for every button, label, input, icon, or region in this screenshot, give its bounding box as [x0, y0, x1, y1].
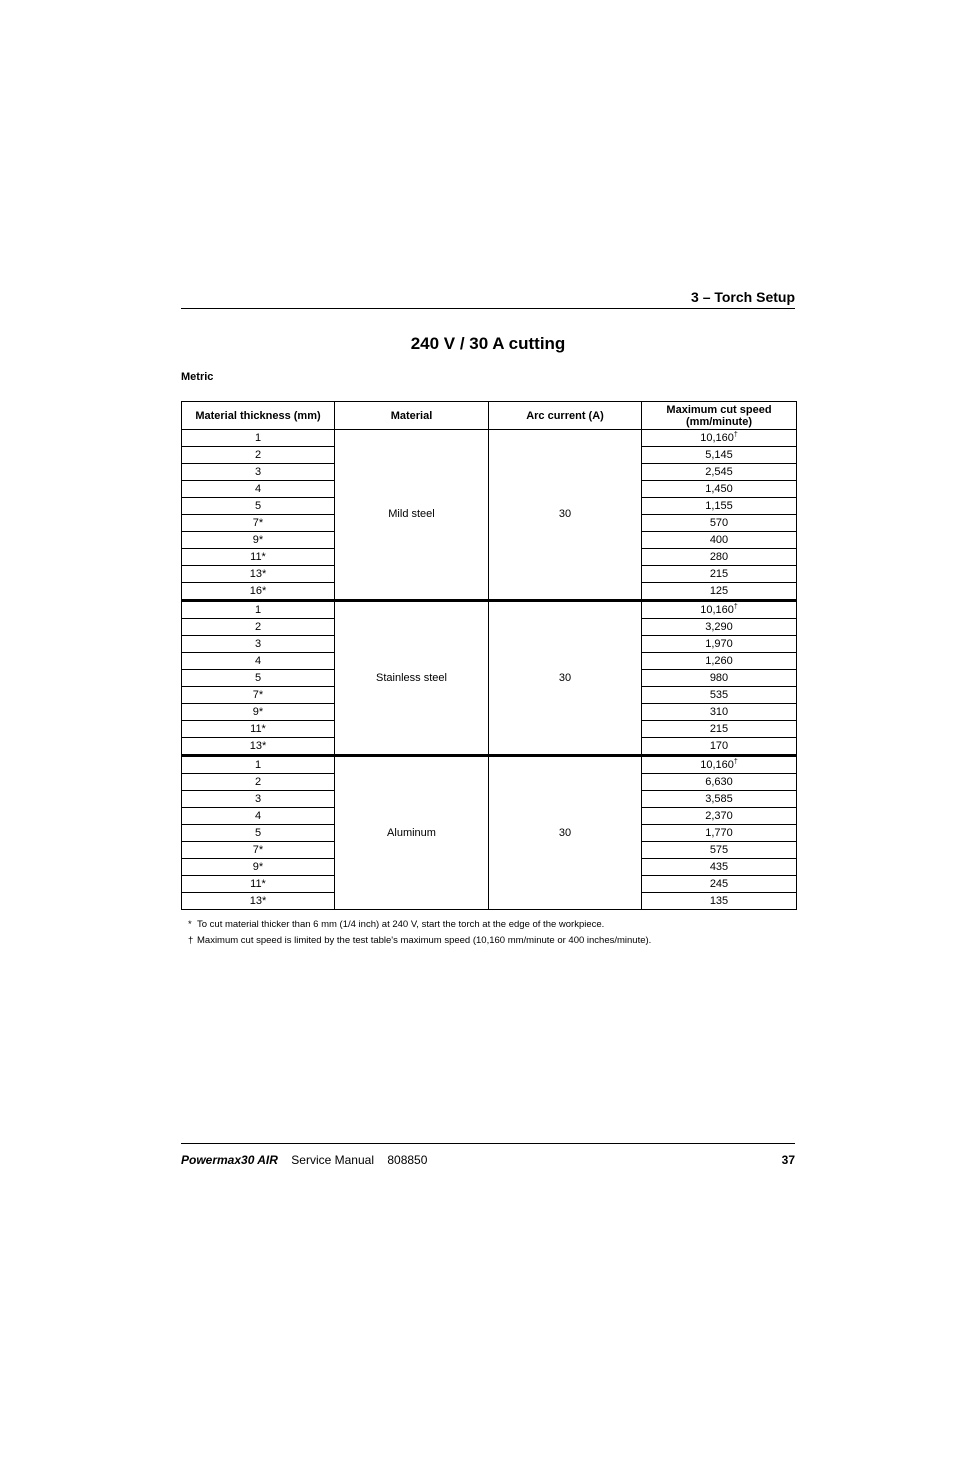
speed-value: 6,630	[705, 775, 733, 788]
cell-material: Aluminum	[335, 756, 489, 910]
footer-document-info	[181, 1153, 427, 1167]
column-header-max-speed: Maximum cut speed (mm/minute)	[642, 402, 797, 430]
dagger-mark: †	[733, 430, 738, 438]
dagger-mark: †	[733, 757, 738, 765]
cell-thickness: 3	[182, 464, 335, 481]
cell-max-speed	[642, 670, 797, 687]
speed-value: 2,545	[705, 465, 733, 478]
cell-thickness: 13*	[182, 566, 335, 583]
cell-thickness: 11*	[182, 549, 335, 566]
footnote-asterisk	[188, 918, 651, 934]
cell-max-speed	[642, 430, 797, 447]
speed-value: 10,160	[700, 431, 734, 444]
cell-max-speed	[642, 549, 797, 566]
speed-value: 3,585	[705, 792, 733, 805]
footnote-text: To cut material thicker than 6 mm (1/4 inch) at 240 V, start the torch at the edge of the workpiece.	[197, 919, 605, 930]
column-header-thickness: Material thickness (mm)	[182, 402, 335, 430]
speed-value: 10,160	[700, 603, 734, 616]
speed-value: 980	[709, 671, 729, 684]
speed-value: 280	[709, 550, 729, 563]
table-header-row	[182, 402, 797, 430]
cell-max-speed	[642, 653, 797, 670]
cell-thickness: 2	[182, 619, 335, 636]
cell-max-speed	[642, 808, 797, 825]
cell-thickness: 11*	[182, 876, 335, 893]
cell-max-speed	[642, 791, 797, 808]
speed-value: 1,970	[705, 637, 733, 650]
table-row	[182, 430, 797, 447]
cell-max-speed	[642, 583, 797, 601]
cell-max-speed	[642, 721, 797, 738]
cell-thickness: 1	[182, 601, 335, 619]
cell-max-speed	[642, 532, 797, 549]
column-header-arc-current: Arc current (A)	[489, 402, 642, 430]
page-number: 37	[781, 1153, 795, 1167]
cell-thickness: 5	[182, 825, 335, 842]
cell-max-speed	[642, 566, 797, 583]
table-row	[182, 601, 797, 619]
cell-arc-current: 30	[489, 756, 642, 910]
speed-value: 1,770	[705, 826, 733, 839]
cell-thickness: 9*	[182, 532, 335, 549]
cell-material: Stainless steel	[335, 601, 489, 756]
cell-max-speed	[642, 859, 797, 876]
speed-value: 215	[709, 567, 729, 580]
column-header-material: Material	[335, 402, 489, 430]
table-body	[182, 430, 797, 910]
speed-value: 215	[709, 722, 729, 735]
speed-value: 10,160	[700, 758, 734, 771]
cell-max-speed	[642, 842, 797, 859]
cell-max-speed	[642, 704, 797, 721]
speed-value: 5,145	[705, 448, 733, 461]
cell-max-speed	[642, 876, 797, 893]
dagger-mark: †	[733, 602, 738, 610]
cell-thickness: 1	[182, 756, 335, 774]
cell-arc-current: 30	[489, 430, 642, 601]
speed-value: 575	[709, 843, 729, 856]
cell-thickness: 5	[182, 670, 335, 687]
cell-max-speed	[642, 738, 797, 756]
footnote-mark: *	[188, 919, 192, 930]
cell-thickness: 2	[182, 447, 335, 464]
cell-max-speed	[642, 447, 797, 464]
chapter-title: 3 – Torch Setup	[691, 289, 795, 305]
cell-thickness: 3	[182, 791, 335, 808]
cell-thickness: 13*	[182, 738, 335, 756]
footnotes	[188, 918, 651, 950]
footer-part-number: 808850	[387, 1153, 428, 1167]
footnote-text: Maximum cut speed is limited by the test table's maximum speed (10,160 mm/minute or 400 inches/minute).	[197, 935, 652, 946]
speed-value: 135	[709, 894, 729, 907]
cell-max-speed	[642, 825, 797, 842]
cell-thickness: 11*	[182, 721, 335, 738]
page-footer	[181, 1143, 795, 1170]
cell-thickness: 2	[182, 774, 335, 791]
speed-value: 245	[709, 877, 729, 890]
cell-thickness: 1	[182, 430, 335, 447]
cell-thickness: 7*	[182, 687, 335, 704]
speed-value: 3,290	[705, 620, 733, 633]
cell-thickness: 9*	[182, 704, 335, 721]
cut-speed-table	[181, 401, 797, 910]
speed-value: 535	[709, 688, 729, 701]
table-row	[182, 756, 797, 774]
cell-thickness: 3	[182, 636, 335, 653]
speed-value: 2,370	[705, 809, 733, 822]
cell-max-speed	[642, 464, 797, 481]
speed-value: 1,260	[705, 654, 733, 667]
speed-value: 1,155	[705, 499, 733, 512]
cell-max-speed	[642, 515, 797, 532]
cell-max-speed	[642, 893, 797, 910]
chapter-header	[181, 288, 795, 309]
speed-value: 170	[709, 739, 729, 752]
cell-max-speed	[642, 756, 797, 774]
section-title: 240 V / 30 A cutting	[410, 334, 566, 353]
cell-thickness: 4	[182, 808, 335, 825]
cell-thickness: 13*	[182, 893, 335, 910]
cell-max-speed	[642, 619, 797, 636]
speed-value: 570	[709, 516, 729, 529]
footer-product-name: Powermax30 AIR	[181, 1153, 278, 1167]
speed-value: 400	[709, 533, 729, 546]
cell-arc-current: 30	[489, 601, 642, 756]
cell-max-speed	[642, 481, 797, 498]
cell-thickness: 5	[182, 498, 335, 515]
cell-max-speed	[642, 601, 797, 619]
subheading-metric: Metric	[181, 371, 214, 383]
cell-thickness: 9*	[182, 859, 335, 876]
cell-thickness: 4	[182, 653, 335, 670]
cell-material: Mild steel	[335, 430, 489, 601]
footer-manual-title: Service Manual	[291, 1153, 374, 1167]
speed-value: 435	[709, 860, 729, 873]
speed-value: 310	[709, 705, 729, 718]
cell-thickness: 16*	[182, 583, 335, 601]
cell-thickness: 7*	[182, 515, 335, 532]
cell-thickness: 4	[182, 481, 335, 498]
speed-value: 1,450	[705, 482, 733, 495]
footnote-dagger	[188, 934, 651, 950]
footnote-mark: †	[188, 935, 194, 946]
speed-value: 125	[709, 584, 729, 597]
cell-max-speed	[642, 687, 797, 704]
cell-thickness: 7*	[182, 842, 335, 859]
cell-max-speed	[642, 774, 797, 791]
cell-max-speed	[642, 636, 797, 653]
cell-max-speed	[642, 498, 797, 515]
